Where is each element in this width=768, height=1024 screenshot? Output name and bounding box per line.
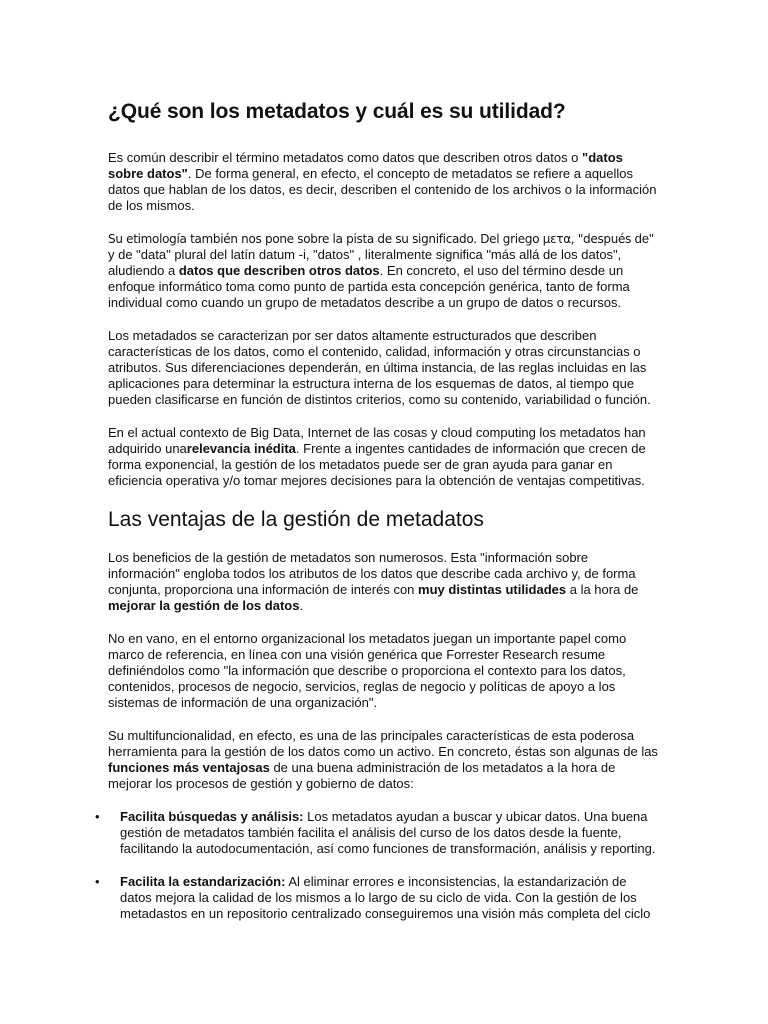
list-item xyxy=(95,809,660,857)
text-span: Es común describir el término metadatos como datos que describen otros datos o xyxy=(108,150,583,165)
bold-span: funciones más ventajosas xyxy=(108,760,270,775)
paragraph-definition xyxy=(108,150,660,214)
text-span: a la hora de xyxy=(566,582,639,597)
bold-span: datos que describen otros datos xyxy=(178,263,380,278)
paragraph-etymology xyxy=(108,231,660,311)
paragraph-benefits xyxy=(108,550,660,614)
bold-span: relevancia inédita xyxy=(186,441,296,456)
text-span: . xyxy=(299,598,304,613)
page-title: ¿Qué son los metadatos y cuál es su utilidad? xyxy=(108,100,566,123)
paragraph-organizational: No en vano, en el entorno organizacional los metadatos juegan un importante papel como marco de referencia, en línea con una visión genérica que Forrester Research resume definiéndolos como "la información que describe o proporciona el contexto para los datos, contenidos, procesos de negocio, servicios, reglas de negocio y políticas de apoyo a los sistemas de información de una organización". xyxy=(108,631,627,710)
bold-span: mejorar la gestión de los datos xyxy=(108,598,300,613)
text-span: Su multifuncionalidad, en efecto, es una de las principales características de esta poderosa herramienta para la gestión de los datos como un activo. En concreto, éstas son algunas de las xyxy=(108,728,658,759)
section-heading: Las ventajas de la gestión de metadatos xyxy=(108,508,484,531)
bold-span: muy distintas utilidades xyxy=(418,582,567,597)
text-span: Los beneficios de la gestión de metadatos son numerosos. Esta "información sobre información" engloba todos los atributos de los datos que describe cada archivo y, de forma conjunta, proporciona una información de interés con xyxy=(108,550,636,597)
text-span: de" y de "data" plural del latín datum -i, "datos" , literalmente significa "más allá de los datos", aludiendo a xyxy=(108,231,654,278)
bold-span: Facilita la estandarización: xyxy=(120,874,286,889)
text-span: Al eliminar errores e inconsistencias, la estandarización de datos mejora la calidad de los mismos a lo largo de su ciclo de vida. Con la gestión de los metadastos en un repositorio centralizado conseguiremos una visión más completa del ciclo xyxy=(120,874,651,921)
bullet-icon: • xyxy=(95,874,100,889)
text-span: . De forma general, en efecto, el concepto de metadatos se refiere a aquellos datos que hablan de los datos, es decir, describen el contenido de los archivos o la información de los mismos. xyxy=(108,166,657,213)
bullet-icon: • xyxy=(95,809,100,824)
text-span: Su etimología también nos pone sobre la pista de su significado. Del griego μετα, "después xyxy=(108,232,632,246)
bold-span: Facilita búsquedas y análisis: xyxy=(120,809,304,824)
paragraph-characteristics: Los metadados se caracterizan por ser datos altamente estructurados que describen características de los datos, como el contenido, calidad, información y otras circunstancias o atributos. Sus diferenciaciones dependerán, en última instancia, de las reglas incluidas en las aplicaciones para determinar la estructura interna de los esquemas de datos, al tiempo que pueden clasificarse en función de distintos criterios, como su contenido, variabilidad o función. xyxy=(108,328,651,407)
text-span: Los metadatos ayudan a buscar y ubicar datos. Una buena gestión de metadatos también facilita el análisis del curso de los datos desde la fuente, facilitando la autodocumentación, así como funciones de transformación, análisis y reporting. xyxy=(120,809,656,856)
text-span: En el actual contexto de Big Data, Internet de las cosas y cloud computing los metadatos han adquirido una xyxy=(108,425,646,456)
text-span: de una buena administración de los metadatos a la hora de mejorar los procesos de gestión y gobierno de datos: xyxy=(108,760,616,791)
list-item xyxy=(95,874,660,922)
text-span: . En concreto, el uso del término desde un enfoque informático toma como punto de partida esta concepción genérica, tanto de forma individual como cuando un grupo de metadatos describe a un grupo de datos o recursos. xyxy=(108,263,630,310)
paragraph-multifunctionality xyxy=(108,728,660,792)
text-span: . Frente a ingentes cantidades de información que crecen de forma exponencial, la gestión de los metadatos puede ser de gran ayuda para ganar en eficiencia operativa y/o tomar mejores decisiones para la obtención de ventajas competitivas. xyxy=(108,441,646,488)
bold-span: "datos sobre datos" xyxy=(108,150,623,181)
advantages-list xyxy=(95,809,660,922)
paragraph-big-data xyxy=(108,425,660,489)
